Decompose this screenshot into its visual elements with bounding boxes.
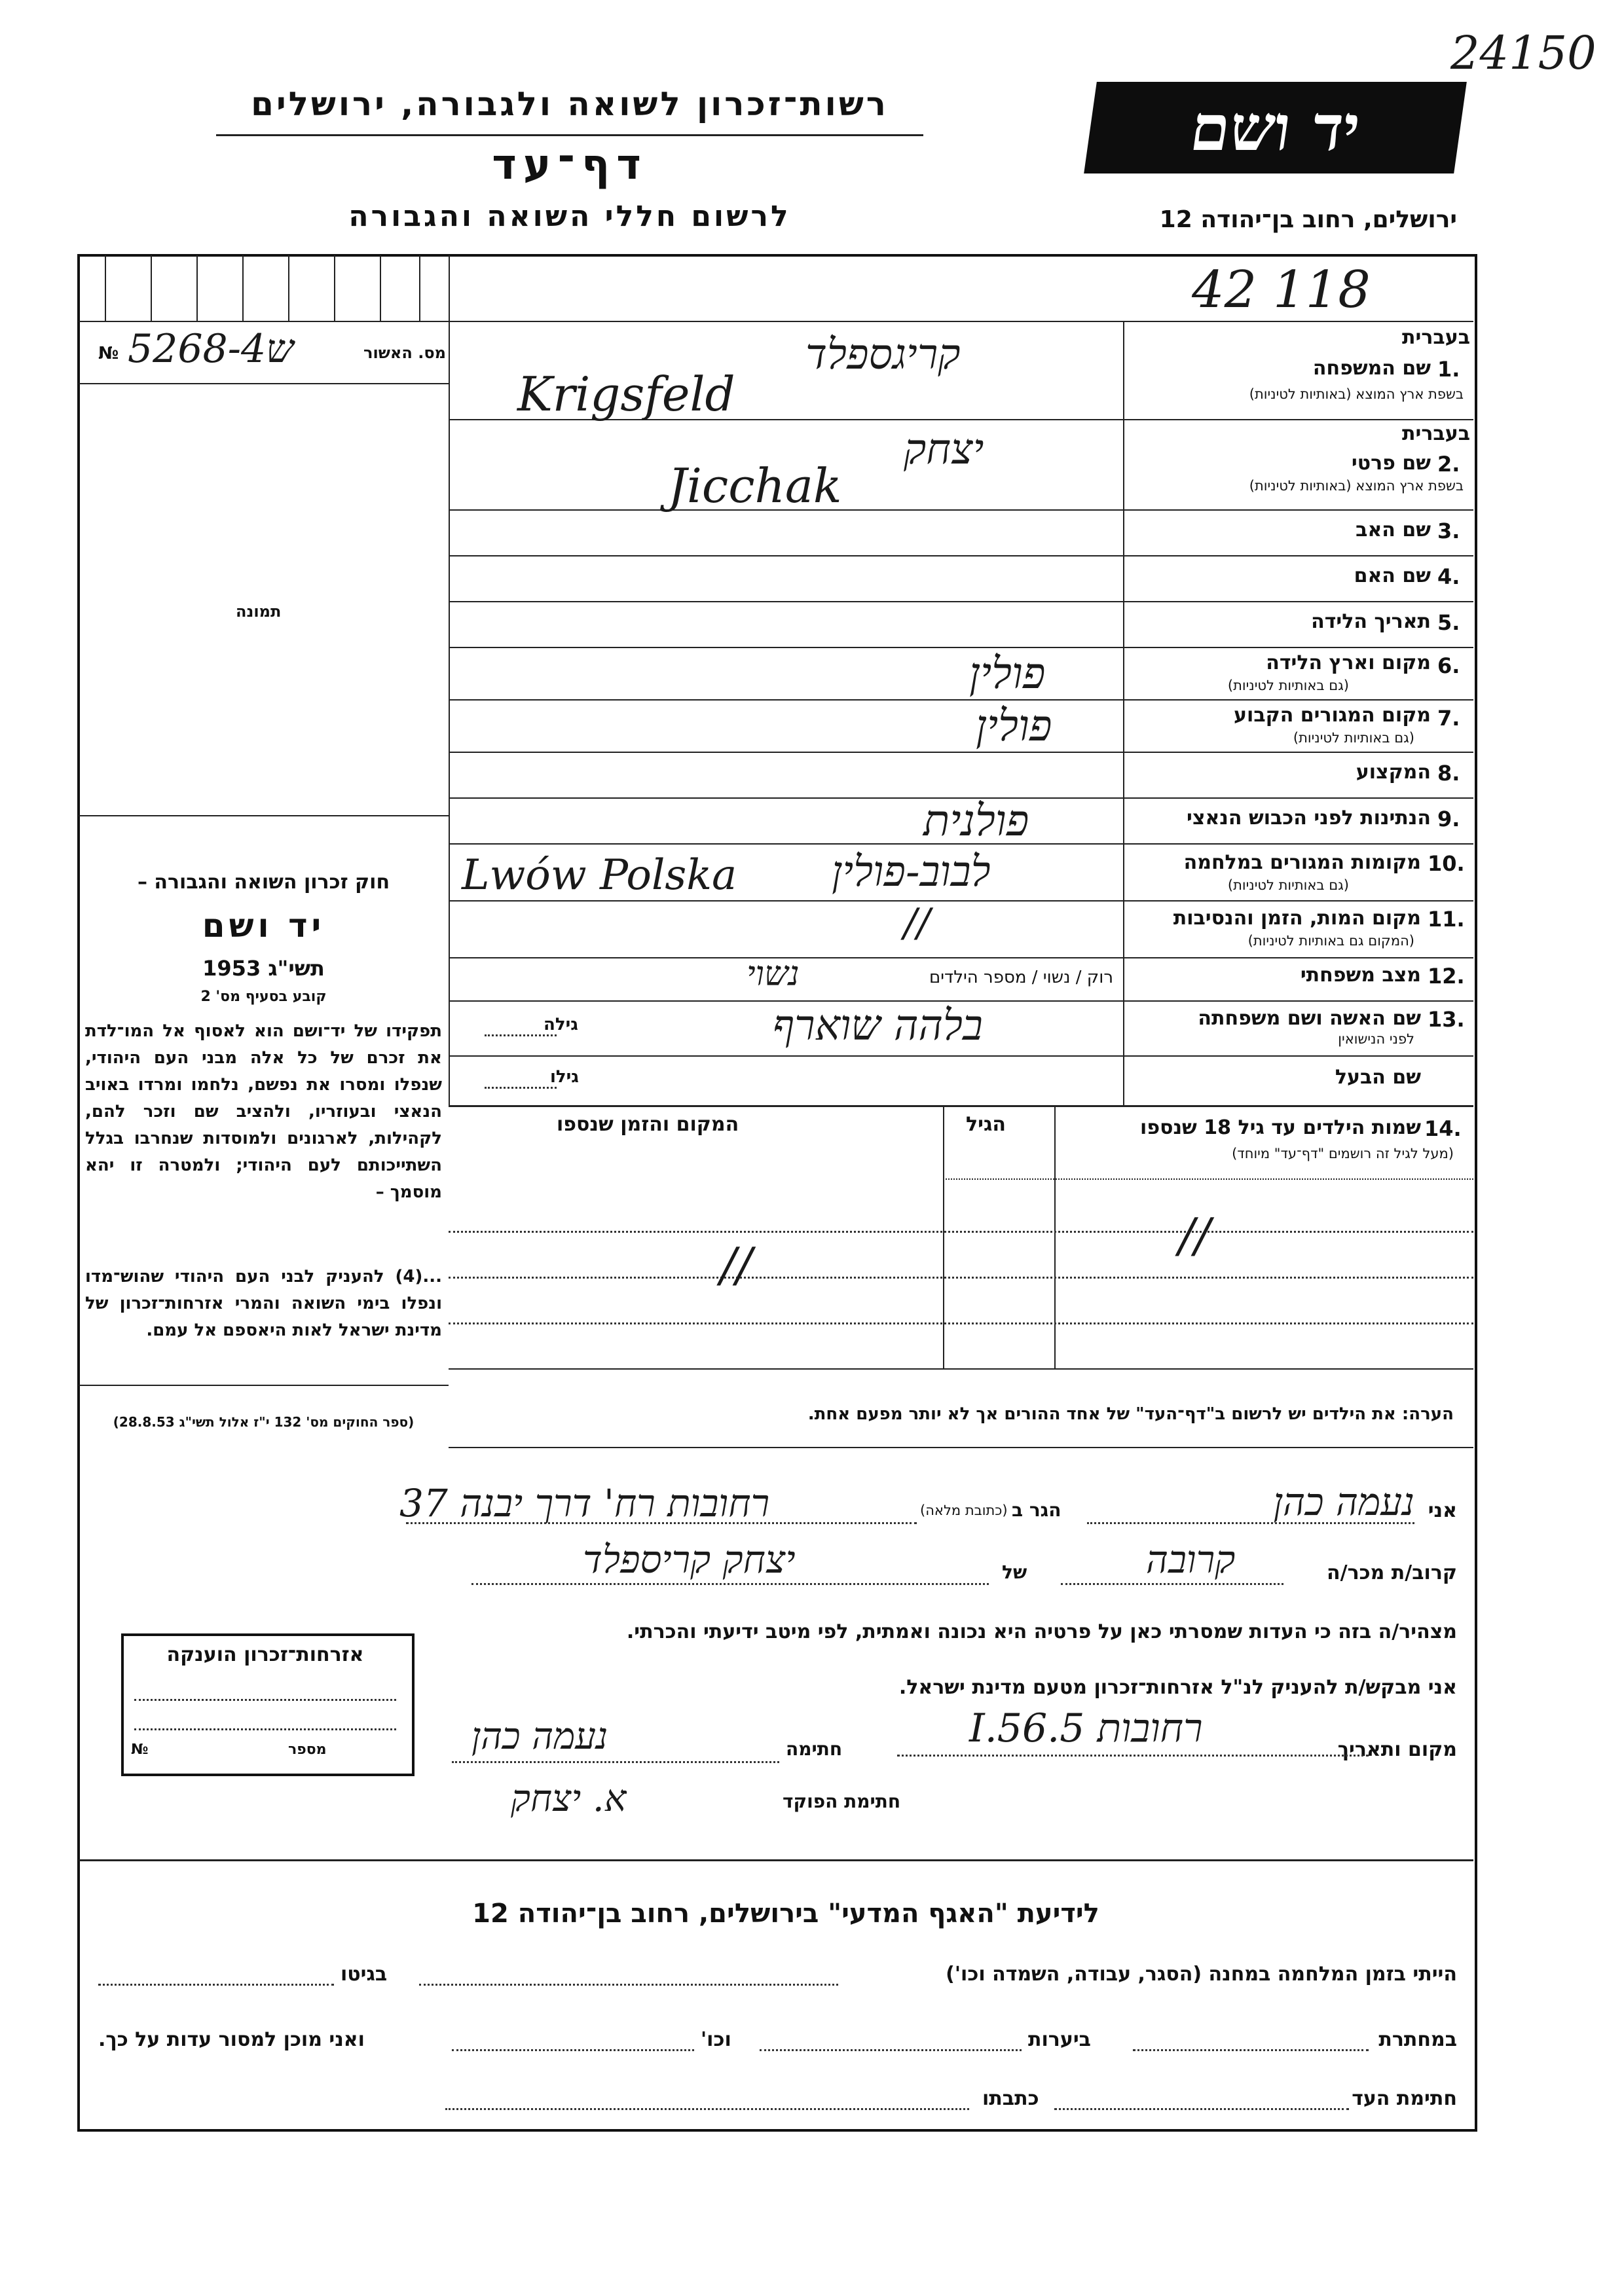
field-12-number: 12. [1428, 964, 1465, 989]
children-sub: (מעל לגיל זה רושמים "דף־עד" מיוחד) [1232, 1146, 1454, 1161]
citizenship-title: אזרחות־זכרון הוענקה [166, 1643, 364, 1666]
field-4-label: שם האם [1354, 564, 1431, 587]
field-11-value[interactable]: // [904, 900, 931, 946]
citizenship-prefix: № [131, 1741, 149, 1758]
relation-value[interactable]: קרובה [1146, 1537, 1236, 1582]
of-name-value[interactable]: יצחק קריספלד [583, 1537, 796, 1582]
field-9-value[interactable]: פולנית [923, 795, 1029, 846]
citizenship-number-label: מספר [288, 1741, 327, 1758]
husband-age-label: גילו [550, 1067, 579, 1087]
field-8-label: המקצוע [1356, 761, 1431, 784]
relative-label: קרוב/ת מכר/ה [1327, 1561, 1457, 1584]
field-1-number: 1. [1437, 357, 1460, 382]
of-label: של [1002, 1561, 1027, 1583]
field-9-number: 9. [1437, 807, 1460, 831]
field-7-sub: (גם באותיות לטיניות) [1293, 730, 1414, 746]
field-13-label: שם האשה ושם משפחתה [1198, 1007, 1421, 1030]
field-6-label: מקום וארץ הלידה [1266, 651, 1431, 674]
field-12-sub: רוק / נשוי / מספר הילדים [929, 968, 1113, 987]
field-2-label: שם פרטי [1351, 452, 1431, 475]
declarant-name[interactable]: נעמה כהן [1273, 1480, 1414, 1524]
field-13-value[interactable]: בלהה שוארף [773, 1002, 983, 1050]
request-text: אני מבקש/ת להעניק לנ"ל אזרחות־זכרון מטעם מדינת ישראל. [898, 1676, 1457, 1699]
footer-forests-label: ביערות [1028, 2028, 1091, 2051]
children-title: שמות הילדים עד גיל 18 שנספו [1140, 1116, 1421, 1139]
husband-label: שם הבעל [1335, 1066, 1421, 1089]
note-text: הערה: את הילדים יש לרשום ב"דף־העד" של אחד ההורים אך לא יותר מפעם אחת. [807, 1404, 1454, 1424]
footer-address-label: כתבתו [982, 2087, 1039, 2110]
children-place-header: המקום והזמן שנספו [557, 1113, 739, 1136]
approval-prefix: № [98, 344, 119, 363]
top-number: 42 118 [1192, 261, 1371, 319]
field-12-value[interactable]: נשוי [747, 955, 800, 994]
field-1-latin-value[interactable]: Krigsfeld [517, 367, 735, 422]
declaration-text: מצהיר/ה בזה כי העדות שמסרתי כאן על פרטיה היא נכונה ואמתית, לפי מיטב ידיעתי והכרתי. [626, 1620, 1457, 1643]
law-title: חוק זכרון השואה והגבורה – [137, 871, 390, 894]
law-year: תשי"ג 1953 [202, 956, 325, 981]
approval-number: 5268-ש4 [128, 326, 294, 372]
children-age-header: הגיל [966, 1113, 1006, 1136]
field-13-sub: לפני הנישואין [1338, 1031, 1414, 1047]
field-2-lang: בעברית [1402, 422, 1470, 445]
field-4-number: 4. [1437, 564, 1460, 589]
field-10-label: מקומות המגורים במלחמה [1183, 851, 1421, 874]
field-11-number: 11. [1428, 907, 1465, 932]
logo-text: יד ושם [1185, 90, 1365, 165]
law-name: יד ושם [202, 907, 325, 945]
field-1-lang: בעברית [1402, 326, 1470, 349]
inspector-label: חתימת הפוקד [783, 1791, 901, 1812]
field-12-label: מצב משפחתי [1300, 964, 1421, 987]
field-3-number: 3. [1437, 519, 1460, 543]
signature-label: חתימה [786, 1738, 843, 1760]
field-5-number: 5. [1437, 610, 1460, 635]
field-7-label: מקום המגורים הקבוע [1234, 704, 1431, 727]
lives-label: הגר ב [1012, 1499, 1061, 1521]
signature-value[interactable]: נעמה כהן [471, 1715, 608, 1758]
authority-name: רשות־זכרון לשואה ולגבורה, ירושלים [251, 85, 889, 123]
law-clause: קובע בסעיף מס' 2 [200, 989, 327, 1005]
footer-camp-label: הייתי בזמן המלחמה במחנה (הסגר, עבודה, השמדה וכו') [946, 1963, 1457, 1986]
inspector-signature[interactable]: א. יצחק [511, 1777, 627, 1820]
place-date-label: מקום ותאריך [1337, 1738, 1457, 1761]
field-1-hebrew-value[interactable]: קריגספלד [805, 331, 961, 379]
form-subtitle: לרשום חללי השואה והגבורה [348, 200, 791, 233]
law-paragraph-2: ...(4) להעניק לבני העם היהודי שהוש־מדו ונפלו בימי השואה והמרי אזרחות־זכרון של מדינת ישראל לאות היאספם אל עמם. [85, 1267, 442, 1340]
wife-age-label: גילה [544, 1015, 578, 1034]
field-6-number: 6. [1437, 653, 1460, 678]
field-5-label: תאריך הלידה [1311, 610, 1431, 633]
field-10-sub: (גם באותיות לטיניות) [1227, 877, 1349, 893]
field-3-label: שם האב [1356, 519, 1431, 541]
footer-ghetto-label: בגיטו [341, 1963, 388, 1986]
footer-title: לידיעת "האגף המדעי" בירושלים, רחוב בן־יהודה 12 [472, 1899, 1099, 1929]
field-6-sub: (גם באותיות לטיניות) [1227, 678, 1349, 693]
field-11-label: מקום המות, הזמן והנסיבות [1173, 907, 1421, 930]
form-title: דף־עד [492, 141, 648, 189]
law-paragraph-1: תפקידו של יד־ושם הוא לאסוף אל המו־לדת את זכרם של כל אלה מבני העם היהודי, שנפלו ומסרו את נפשם, נלחמו ומרדו באויב הנאצי ובעוזריו, ולהציב שם וזכר להם, לקהילות, לארגונים ולמוסדות שנחרבו בגלל השתייכותם לעם היהודי; ולמטרה זו יהא מוסמך – [85, 1021, 442, 1202]
footer-witness-signature-label: חתימת העד [1352, 2087, 1457, 2110]
field-6-value[interactable]: פולין [969, 648, 1046, 699]
field-10-latin-value[interactable]: Lwów Polska [462, 851, 737, 900]
footer-etc-label: וכו' [701, 2028, 731, 2051]
place-date-value[interactable]: רחובות 5.I.56 [969, 1705, 1203, 1751]
field-10-value[interactable]: לבוב-פולין [832, 848, 991, 896]
field-2-hebrew-value[interactable]: יצחק [904, 426, 984, 474]
field-7-value[interactable]: פולין [976, 701, 1052, 751]
field-2-sub: בשפת ארץ המוצא (באותיות לטיניות) [1249, 478, 1464, 494]
footer-underground-label: במחתרת [1378, 2028, 1457, 2051]
field-11-sub: (המקום גם באותיות לטיניות) [1247, 933, 1414, 949]
declarant-address[interactable]: רחובות רח' דרך יבנה 37 [399, 1481, 770, 1525]
children-names-mark[interactable]: // [1179, 1208, 1211, 1263]
field-8-number: 8. [1437, 761, 1460, 786]
footer-testimony-text: ואני מוכן למסור עדות על כך. [98, 2028, 365, 2051]
declarant-ani: אני [1428, 1499, 1457, 1522]
field-13-number: 13. [1428, 1007, 1465, 1032]
field-2-number: 2. [1437, 452, 1460, 477]
field-7-number: 7. [1437, 706, 1460, 731]
field-9-label: הנתינות לפני הכבוש הנאצי [1187, 807, 1431, 829]
field-2-latin-value[interactable]: Jicchak [668, 458, 842, 513]
children-number: 14. [1424, 1116, 1462, 1141]
photo-label: תמונה [236, 602, 282, 621]
field-1-sub: בשפת ארץ המוצא (באותיות לטיניות) [1249, 386, 1464, 402]
yad-vashem-logo [1084, 82, 1467, 173]
law-source: (ספר החוקים מס' 132 י"ז אלול תשי"ג 28.8.53) [113, 1414, 415, 1430]
document-number: 24150 [1450, 26, 1596, 80]
field-10-number: 10. [1428, 851, 1465, 876]
children-place-mark[interactable]: // [720, 1237, 752, 1292]
address-hint: (כתובת מלאה) [920, 1503, 1008, 1518]
header-address: ירושלים, רחוב בן־יהודה 12 [1159, 206, 1457, 233]
approval-label: מס. האשור [363, 344, 446, 362]
field-1-label: שם המשפחה [1312, 357, 1431, 380]
